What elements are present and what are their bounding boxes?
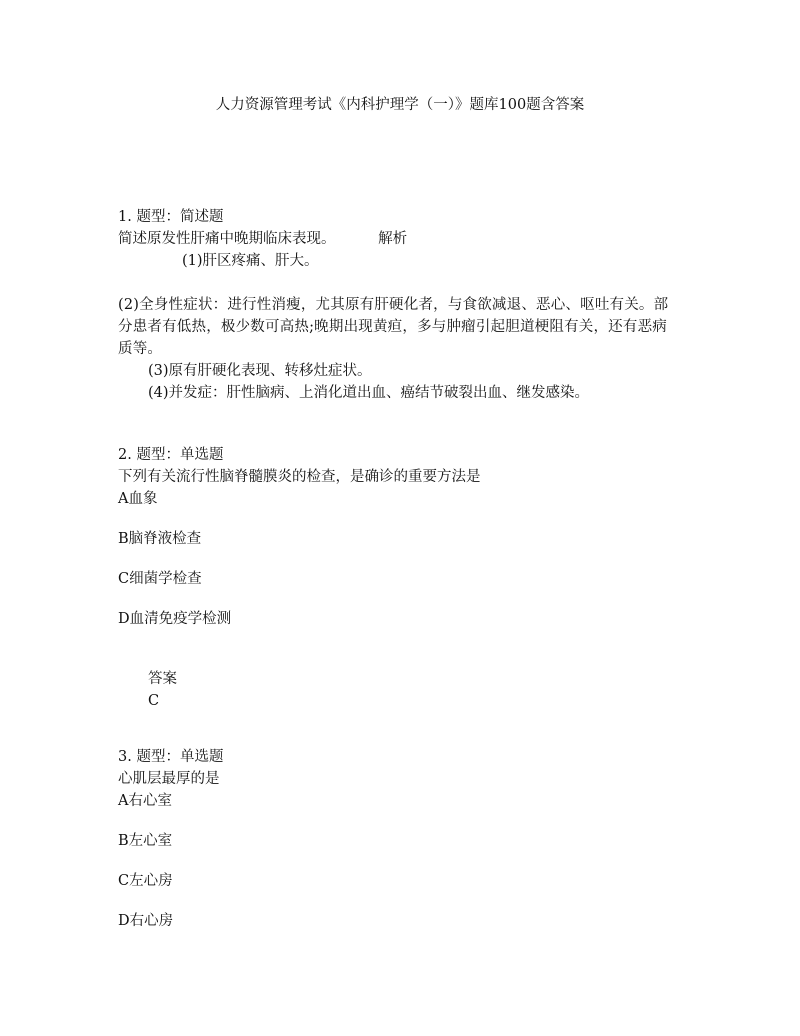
question-2-text: 下列有关流行性脑脊髓膜炎的检查，是确诊的重要方法是 [118, 469, 481, 485]
option-c: C左心房 [118, 873, 173, 889]
question-2-answer [148, 668, 728, 712]
analysis-label: 解析 [378, 231, 408, 247]
option-b: B脑脊液检查 [118, 531, 202, 547]
question-3-text: 心肌层最厚的是 [118, 771, 220, 787]
analysis-point-3: (3)原有肝硬化表现、转移灶症状。 [148, 363, 372, 379]
document-title: 人力资源管理考试《内科护理学（一）》题库100题含答案 [215, 97, 585, 113]
analysis-point-4: (4)并发症：肝性脑病、上消化道出血、癌结节破裂出血、继发感染。 [148, 385, 590, 401]
analysis-point-2: (2)全身性症状：进行性消瘦，尤其原有肝硬化者，与食欲减退、恶心、呕吐有关。部分患者有低热，极少数可高热;晚期出现黄疸，多与肿瘤引起胆道梗阻有关，还有恶病质等。 [118, 297, 669, 357]
question-3-header: 3. 题型：单选题 [118, 749, 224, 765]
analysis-point-1: (1)肝区疼痛、肝大。 [182, 253, 319, 269]
question-3 [118, 746, 698, 932]
question-1 [118, 206, 698, 404]
option-a: A右心室 [118, 793, 172, 809]
option-b: B左心室 [118, 833, 173, 849]
question-1-row [118, 228, 698, 250]
question-2 [118, 444, 698, 630]
answer-label: 答案 [148, 671, 177, 687]
question-1-text: 简述原发性肝痛中晚期临床表现。 [118, 231, 336, 247]
option-d: D右心房 [118, 913, 174, 929]
answer-value: C [148, 693, 160, 709]
option-d: D血清免疫学检测 [118, 611, 232, 627]
question-2-header: 2. 题型：单选题 [118, 447, 224, 463]
question-1-header: 1. 题型：简述题 [118, 209, 224, 225]
option-c: C细菌学检查 [118, 571, 202, 587]
option-a: A血象 [118, 491, 158, 507]
